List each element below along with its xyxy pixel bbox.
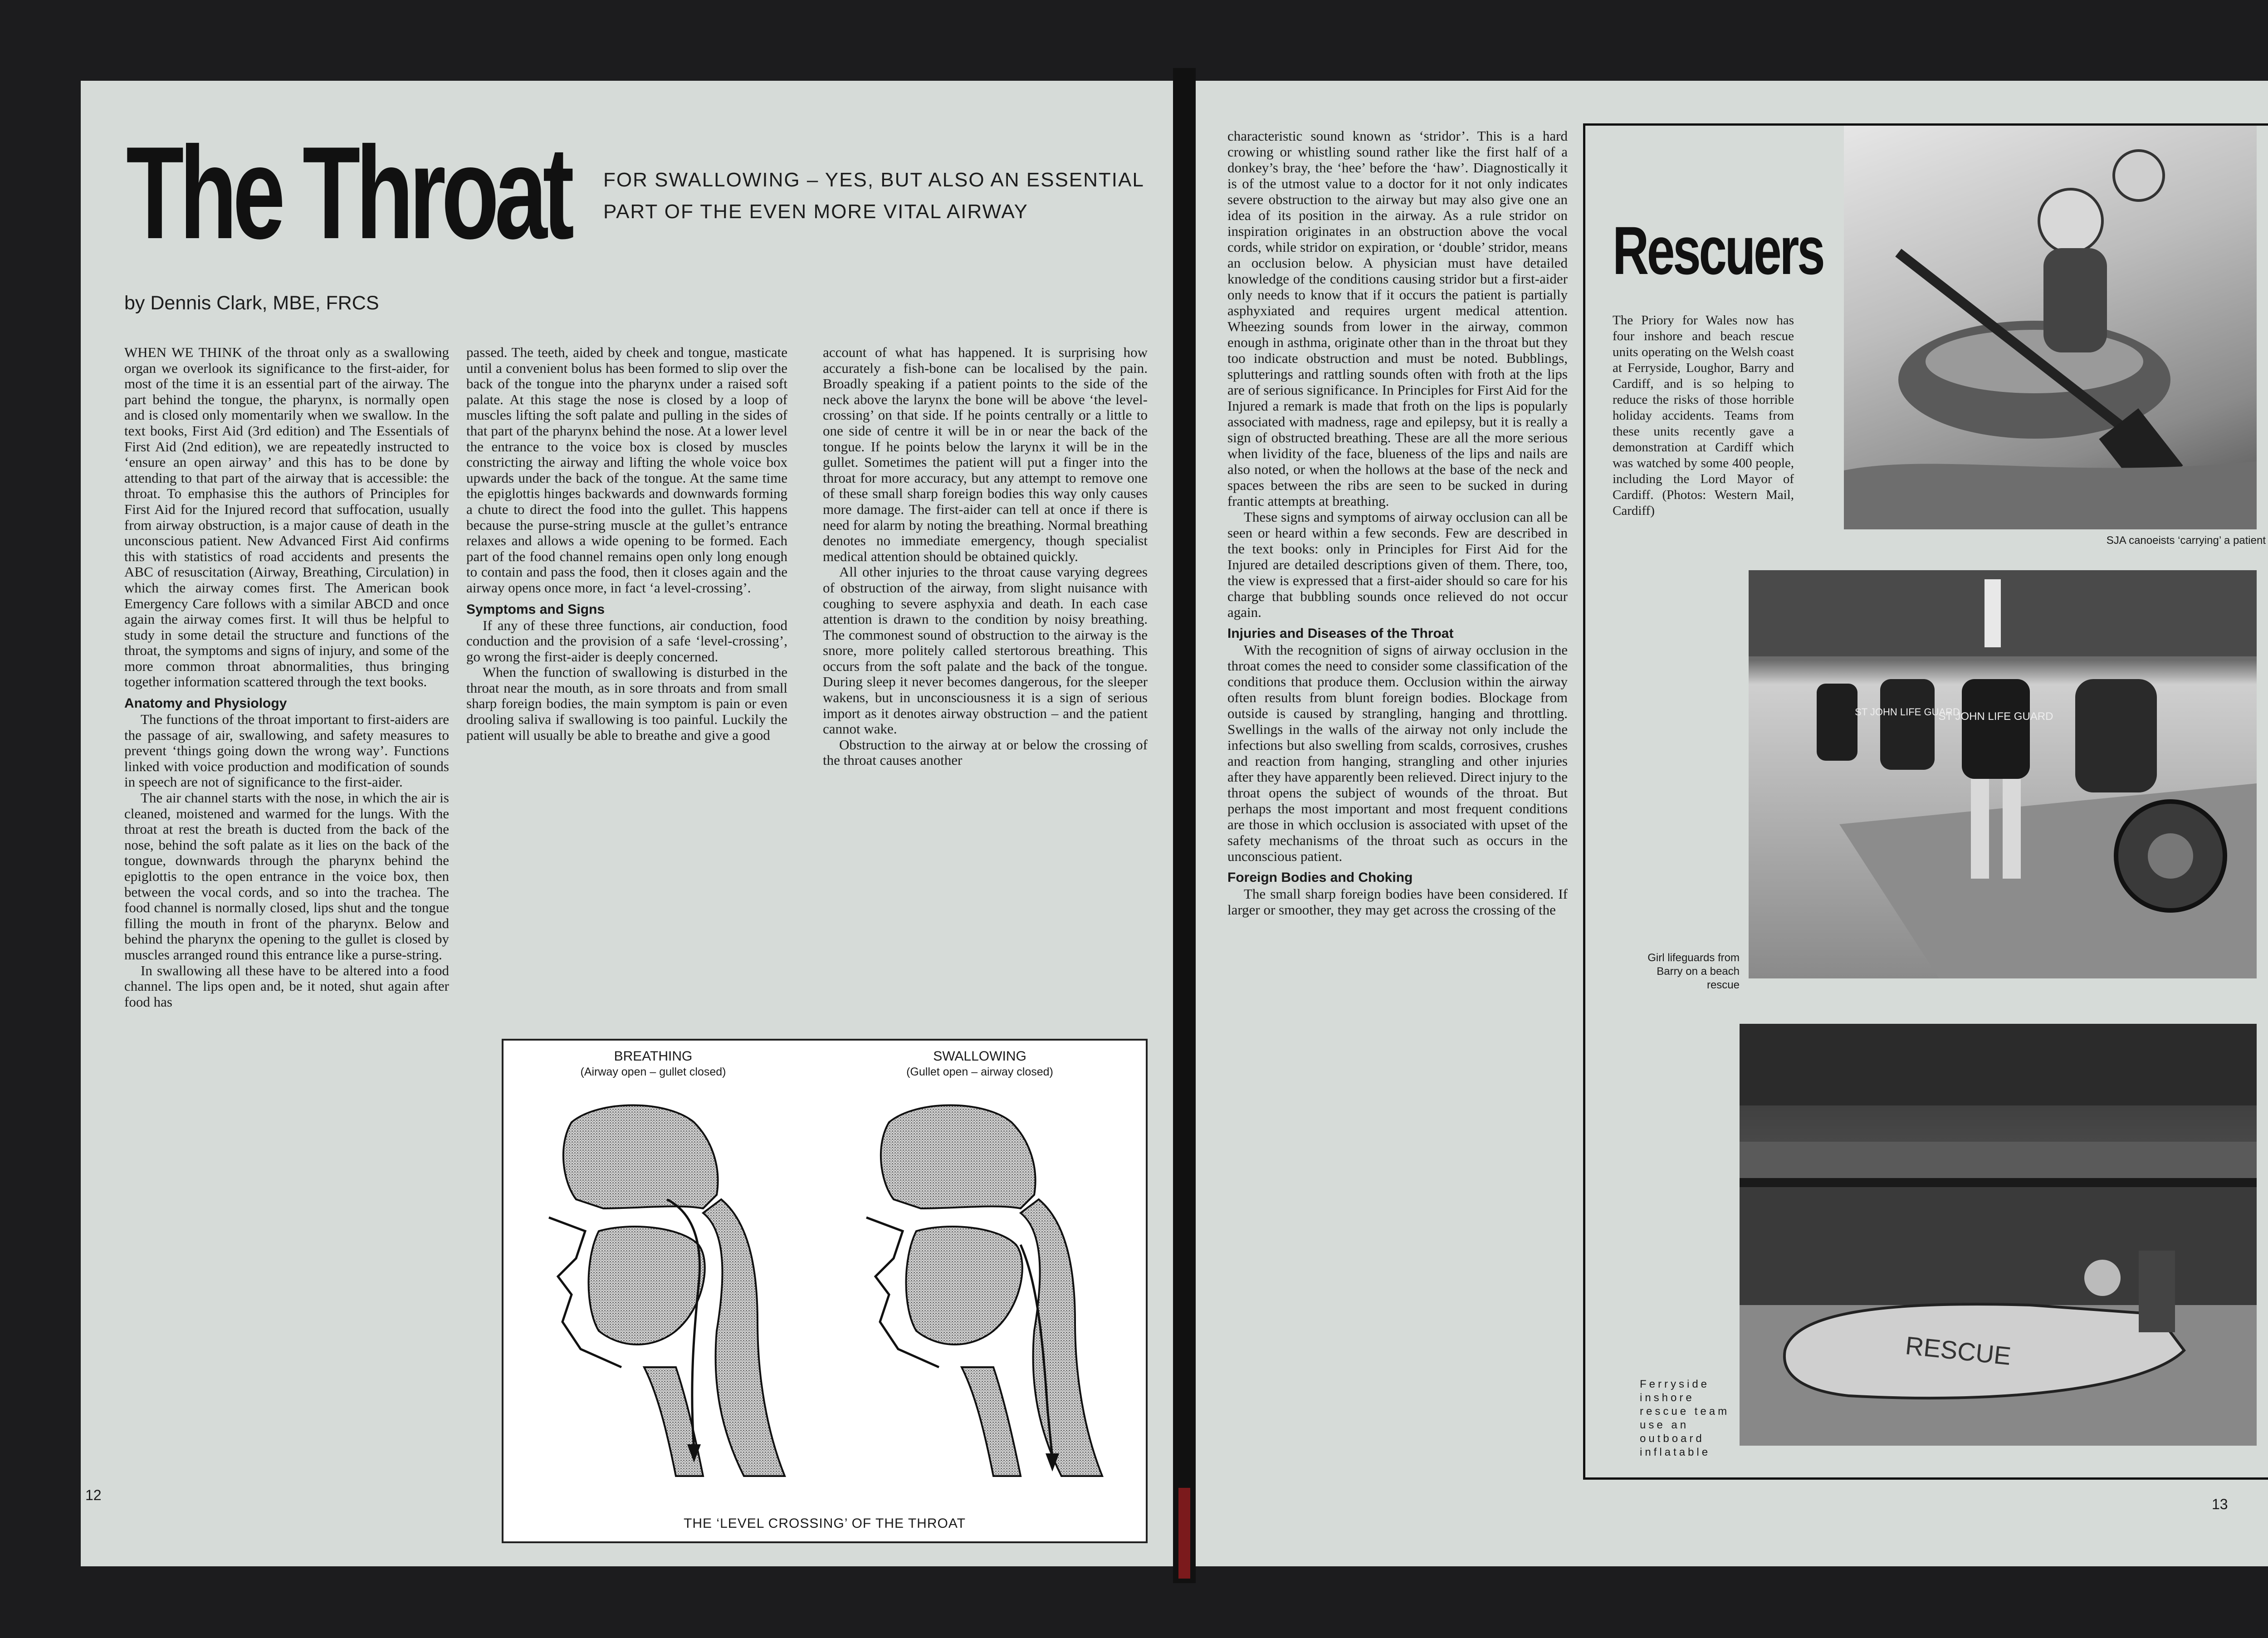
article-title: The Throat	[126, 119, 570, 266]
skull-base	[563, 1105, 718, 1209]
neck-back	[1021, 1199, 1102, 1476]
figure-caption: THE ‘LEVEL CROSSING’ OF THE THROAT	[684, 1516, 966, 1531]
left-column-1	[124, 345, 449, 1010]
swallowing-heading	[866, 1049, 1093, 1080]
paragraph: If any of these three functions, air conduction, food conduction and the provision of a safe ‘level-crossing’, go wrong the first-aider is deeply concerned.	[466, 617, 787, 665]
swallowing-throat-diagram	[848, 1095, 1129, 1494]
paragraph: The small sharp foreign bodies have been considered. If larger or smoother, they may get across the crossing of the	[1227, 886, 1568, 918]
breathing-heading	[540, 1049, 767, 1080]
subtitle-line-2: PART OF THE EVEN MORE VITAL AIRWAY	[603, 200, 1028, 223]
paragraph: account of what has happened. It is surprising how accurately a fish-bone can be localised by the pain. Broadly speaking if a patient points to the side of the neck above the larynx the bone will be above ‘the level-crossing’ on that side. If he points centrally or a little to one side of centre it will be in or near the back of the tongue. If he points below the larynx it will be in the gullet. Sometimes the patient will put a finger into the throat for more accuracy, but any attempt to remove one of these small sharp foreign bodies this way only causes more damage. The first-aider can tell at once if there is need for alarm by noting the breathing. Normal breathing denotes no immediate emergency, though specialist medical attention should be obtained quickly.	[823, 344, 1148, 564]
article-subtitle	[603, 164, 1173, 228]
photo-canoeists	[1844, 126, 2257, 529]
caption-ferryside: Ferryside inshore rescue team use an outboard inflatable	[1640, 1378, 1730, 1458]
heading-anatomy: Anatomy and Physiology	[124, 696, 287, 711]
larynx	[962, 1367, 1021, 1476]
paragraph: The functions of the throat important to first-aiders are the passage of air, swallowing, and safety measures to prevent ‘things going down the wrong way’. Functions linked with voice production and modification of sounds in speech are not of significance to the first-aider.	[124, 711, 449, 790]
tongue	[589, 1227, 705, 1345]
paragraph: WHEN WE THINK of the throat only as a swallowing organ we overlook its significance to the first-aider, for most of the time it is an essential part of the airway. The part behind the tongue, the pharynx, is normally open and is closed only momentarily when we swallow. In the text books, First Aid (3rd edition) and The Essentials of First Aid (2nd edition), we are repeatedly instructed to ‘ensure an open airway’ and this has to be done by attending to that part of the airway that is accessible: the throat. To emphasise this the authors of Principles for First Aid for the Injured record that suffocation, usually from airway obstruction, is a major cause of death in the unconscious patient. New Advanced First Aid confirms this with statistics of road accidents and presents the ABC of resuscitation (Airway, Breathing, Circulation) in which the airway comes first. The American book Emergency Care follows with a similar ABCD and once again the airway comes first. It will thus be helpful to study in some detail the structure and functions of the throat, the symptoms and signs of injury, and some of the more common throat abnormalities, thus bringing together information scattered through the text books.	[124, 344, 449, 690]
subtitle-line-1: FOR SWALLOWING – YES, BUT ALSO AN ESSENTIAL	[603, 169, 1144, 191]
jacket-text-2: ST JOHN LIFE GUARD	[1938, 710, 2053, 723]
paragraph: With the recognition of signs of airway occlusion in the throat comes the need to consider some classification of the conditions that produce them. Occlusion within the airway often results from blunt foreign bodies. Blockage from outside is caused by strangling, hanging and throttling. Swellings in the walls of the airway not only include the infections but also swelling from scalds, corrosives, crushes and reaction from hanging, strangling and other injuries after they have apparently been relieved. Direct injury to the throat opens the subject of wounds of the throat. But perhaps the most important and most frequent conditions are those in which occlusion is associated with upset of the safety mechanisms of the throat such as occurs in the unconscious patient.	[1227, 642, 1568, 864]
swallowing-subtitle: (Gullet open – airway closed)	[906, 1066, 1053, 1078]
left-column-2	[466, 345, 787, 743]
breathing-subtitle: (Airway open – gullet closed)	[580, 1066, 726, 1078]
tongue	[906, 1227, 1022, 1345]
breathing-title: BREATHING	[614, 1049, 693, 1064]
rescuers-title: Rescuers	[1613, 212, 1823, 288]
paragraph: In swallowing all these have to be altered into a food channel. The lips open and, be it noted, shut again after food has	[124, 962, 449, 1010]
spine-bookmark-ribbon	[1178, 1488, 1190, 1579]
photo-ferryside-inflatable	[1740, 1024, 2257, 1446]
jacket-text-1: ST JOHN LIFE GUARD	[1855, 706, 1960, 718]
article-byline: by Dennis Clark, MBE, FRCS	[124, 292, 379, 314]
photo-girl-lifeguards	[1749, 570, 2257, 978]
heading-foreign-bodies: Foreign Bodies and Choking	[1227, 870, 1413, 885]
inflatable-illustration	[1740, 1024, 2257, 1446]
boat-rescue-text: RESCUE	[1904, 1331, 2013, 1371]
heading-injuries: Injuries and Diseases of the Throat	[1227, 626, 1454, 641]
left-column-3	[823, 345, 1148, 768]
heading-symptoms: Symptoms and Signs	[466, 601, 605, 617]
page-number-left: 12	[85, 1487, 102, 1503]
neck-back	[703, 1199, 785, 1476]
throat-diagram-figure	[502, 1039, 1148, 1543]
lifeguards-illustration	[1749, 570, 2257, 978]
breathing-throat-diagram	[531, 1095, 812, 1494]
caption-girl-lifeguards: Girl lifeguards from Barry on a beach rescue	[1647, 952, 1740, 991]
paragraph: characteristic sound known as ‘stridor’. This is a hard crowing or whistling sound rather like the first half of a donkey’s bray, the ‘hee’ before the ‘haw’. Diagnostically it is of the utmost value to a doctor for it not only indicates severe obstruction to the airway but may also give one an idea of its position in the airway. As a rule stridor on inspiration originates in an obstruction above the vocal cords, while stridor on expiration, or ‘double’ stridor, means an occlusion below. A physician must have detailed knowledge of the conditions causing stridor but a first-aider only needs to know that if it occurs the patient is partially asphyxiated and requires urgent medical attention. Wheezing sounds from lower in the airway, common enough in asthma, originate other than in the throat but they too indicate obstruction and must be noted. Bubblings, splutterings and rattling sounds often with froth at the lips are of serious significance. In Principles for First Aid for the Injured a remark is made that froth on the lips is popularly associated with madness, rage and epilepsy, but it is really a sign of obstructed breathing. These are all the more serious when lividity of the face, blueness of the lips and nails are also noted, or when the hollows at the base of the neck and spaces between the ribs are seen to be sucked in during frantic attempts at breathing.	[1227, 128, 1568, 509]
right-column-1	[1227, 128, 1568, 918]
swallowing-title: SWALLOWING	[933, 1049, 1026, 1064]
book-spine	[1173, 68, 1196, 1583]
rescuers-intro-text: The Priory for Wales now has four inshore and beach rescue units operating on the Welsh coast at Ferryside, Loughor, Barry and Cardiff, and is so helping to reduce the risks of those horrible holiday accidents. Teams from these units recently gave a demonstration at Cardiff which was watched by some 400 people, including the Lord Mayor of Cardiff. (Photos: Western Mail, Cardiff)	[1613, 313, 1794, 518]
paragraph: When the function of swallowing is disturbed in the throat near the mouth, as in sore throats and from small sharp foreign bodies, the main symptom is pain or even drooling saliva if swallowing is too painful. Luckily the patient will usually be able to breathe and give a good	[466, 664, 787, 743]
paragraph: passed. The teeth, aided by cheek and tongue, masticate until a convenient bolus has been formed to slip over the back of the tongue into the pharynx under a raised soft palate. At this stage the nose is closed by a loop of muscles lifting the soft palate and pulling in the sides of that part of the pharynx behind the nose. At a lower level the entrance to the voice box is closed by muscles constricting the airway and lifting the whole voice box upwards under the back of the tongue. At the same time the epiglottis hinges backwards and downwards forming a chute to direct the food into the gullet. This happens because the purse-string muscle at the gullet’s entrance relaxes and allows a wide opening to be formed. Each part of the food channel remains open only long enough to contain and pass the food, then it closes again and the airway opens once more, in fact ‘a level-crossing’.	[466, 344, 787, 596]
page-number-right: 13	[2212, 1496, 2228, 1512]
paragraph: Obstruction to the airway at or below the crossing of the throat causes another	[823, 736, 1148, 768]
canoe-illustration	[1844, 126, 2257, 529]
caption-canoeists: SJA canoeists ‘carrying’ a patient	[2106, 534, 2266, 547]
paragraph: The air channel starts with the nose, in which the air is cleaned, moistened and warmed for the lungs. With the throat at rest the breath is ducted from the back of the nose, behind the soft palate as it lies on the back of the tongue, downwards through the pharynx behind the epiglottis to the open entrance in the voice box, then between the vocal cords, and so into the trachea. The food channel is normally closed, lips shut and the tongue filling the mouth in front of the pharynx. Below and behind the pharynx the opening to the gullet is closed by muscles arranged round this entrance like a purse-string.	[124, 790, 449, 963]
skull-base	[881, 1105, 1036, 1209]
paragraph: All other injuries to the throat cause varying degrees of obstruction of the airway, from slight nuisance with coughing to severe asphyxia and death. In each case attention is drawn to the condition by noisy breathing. The commonest sound of obstruction to the airway is the snore, more politely called stertorous breathing. This occurs from the soft palate and the back of the tongue. During sleep it never becomes dangerous, for the sleeper wakens, but in unconsciousness it is a sign of serious import as it denotes airway obstruction – and the patient cannot wake.	[823, 564, 1148, 737]
left-page	[81, 81, 1173, 1566]
rescuers-sidebar	[1583, 123, 2268, 1480]
paragraph: These signs and symptoms of airway occlusion can all be seen or heard within a few seconds. Few are described in the text books: only in Principles for First Aid for the Injured are detailed descriptions given of them. There, too, the view is expressed that a first-aider should so care for his charge that bubbling sounds once relieved do not occur again.	[1227, 509, 1568, 620]
